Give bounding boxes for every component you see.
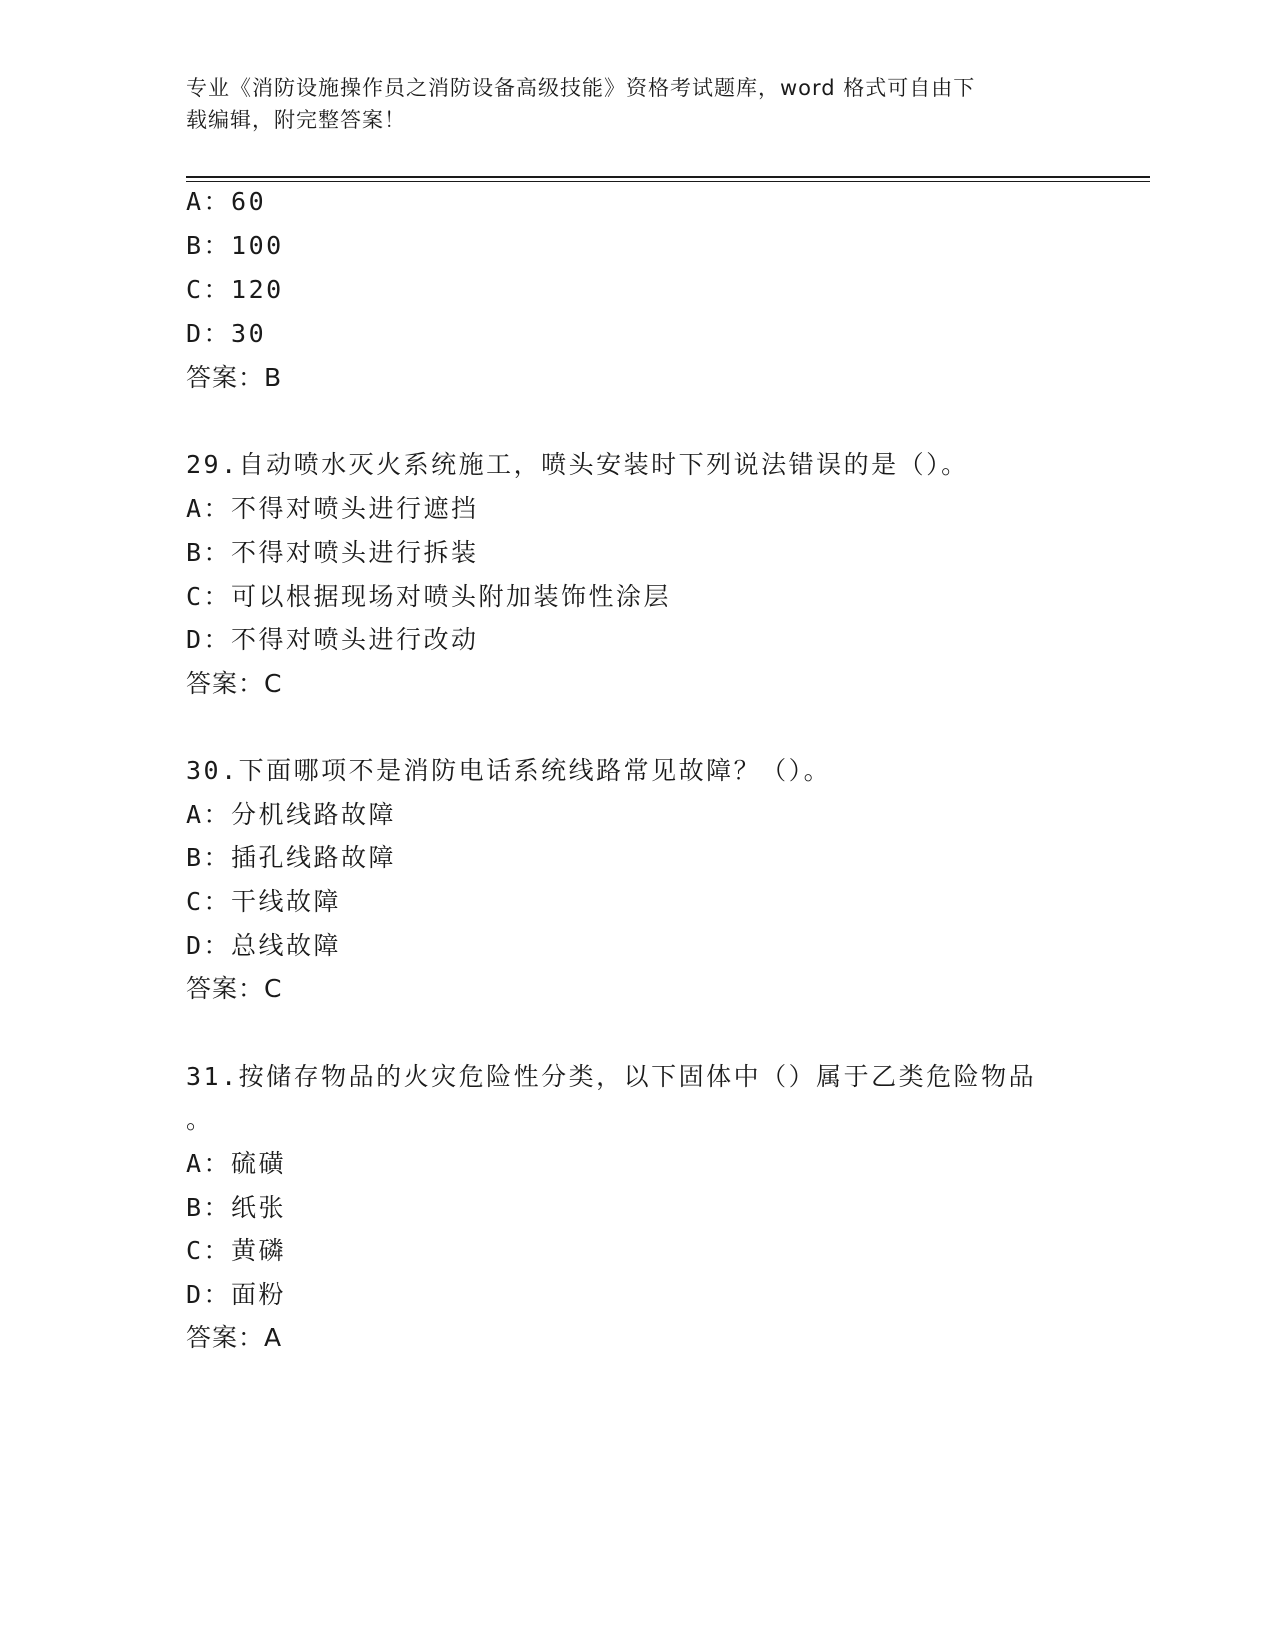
q30-option-a: A：分机线路故障	[186, 800, 397, 829]
q28-option-c: C：120	[186, 275, 284, 304]
header-line-1: 专业《消防设施操作员之消防设备高级技能》资格考试题库，word 格式可自由下	[186, 76, 976, 100]
document-header	[186, 72, 1086, 136]
q31-stem-line-2: 。	[186, 1105, 214, 1134]
q29-option-d: D：不得对喷头进行改动	[186, 625, 479, 654]
header-divider-thin	[186, 181, 1150, 182]
q30-option-b: B：插孔线路故障	[186, 843, 397, 872]
q29-option-c: C：可以根据现场对喷头附加装饰性涂层	[186, 582, 672, 611]
q31-option-d: D：面粉	[186, 1280, 287, 1309]
q28-answer: 答案：B	[186, 363, 283, 392]
q30-option-c: C：干线故障	[186, 887, 342, 916]
q30-option-d: D：总线故障	[186, 931, 342, 960]
q31-stem-line-1: 31.按储存物品的火灾危险性分类，以下固体中（）属于乙类危险物品	[186, 1062, 1037, 1091]
q29-stem: 29.自动喷水灭火系统施工，喷头安装时下列说法错误的是（）。	[186, 450, 969, 479]
header-divider-thick	[186, 176, 1150, 178]
q31-option-c: C：黄磷	[186, 1236, 287, 1265]
q28-option-a: A：60	[186, 187, 267, 216]
q31-option-a: A：硫磺	[186, 1149, 287, 1178]
q29-answer: 答案：C	[186, 669, 283, 698]
q28-option-b: B：100	[186, 231, 284, 260]
q30-stem: 30.下面哪项不是消防电话系统线路常见故障？（）。	[186, 756, 832, 785]
header-line-2: 载编辑，附完整答案！	[186, 108, 406, 132]
q29-option-a: A：不得对喷头进行遮挡	[186, 494, 479, 523]
q31-answer: 答案：A	[186, 1323, 283, 1352]
q30-answer: 答案：C	[186, 974, 283, 1003]
q29-option-b: B：不得对喷头进行拆装	[186, 538, 479, 567]
q28-option-d: D：30	[186, 319, 267, 348]
q31-option-b: B：纸张	[186, 1193, 287, 1222]
